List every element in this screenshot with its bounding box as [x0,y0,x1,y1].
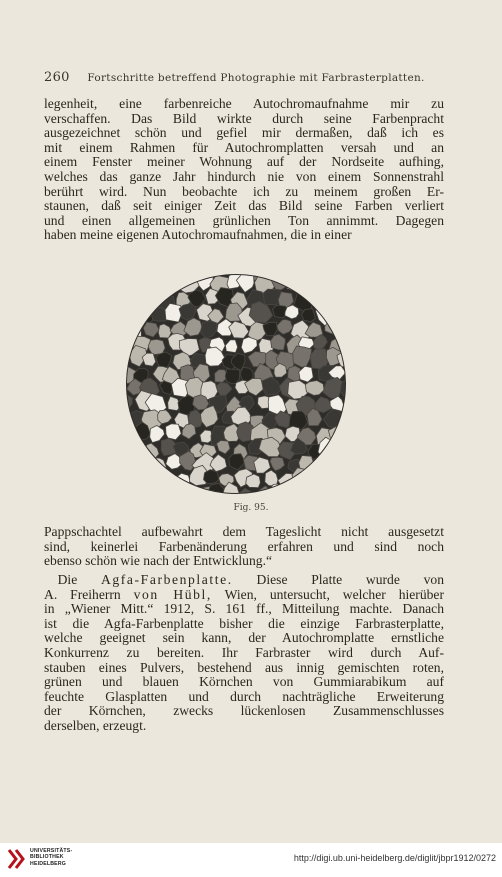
text-line: legenheit, eine farbenreiche Autochromaufnahme mir zu [44,96,444,111]
grain-cell [320,273,338,279]
text-line: stauben eines Pulvers, bestehend aus innig gemischten roten, [44,659,444,675]
grain-cell [285,305,299,319]
grain-cell [338,273,347,274]
grain-cell [165,303,182,322]
library-name [30,848,72,867]
heidelberg-library-logo-icon [6,848,26,870]
grain-cell [175,273,191,275]
text-line: der Körnchen, zwecks lückenlosen Zusammenschlusses [44,703,444,719]
text-line: derselben, erzeugt. [44,717,147,733]
text-line: Die Agfa-Farbenplatte. Diese Platte wurde von [57,572,444,587]
text-line: und einen allgemeinen grünlichen Ton annimmt. Dagegen [44,212,444,228]
grain-cell [225,369,240,384]
grain-cell [204,470,220,484]
text-line: einem Fenster meiner Wohnung auf der Nordseite aufhing, [44,154,444,170]
text-line: Pappschachtel aufbewahrt dem Tageslicht nicht ausgesetzt [44,524,444,539]
grain-cell [149,490,166,495]
grain-cell [287,277,304,292]
page-number: 260 [44,70,70,85]
grain-cell [125,322,130,337]
grain-cell [125,275,135,289]
autochrome-grain-micrograph [125,273,347,495]
text-line: haben meine eigenen Autochromaufnahmen, die in einer [44,227,352,243]
paragraph-1 [44,97,444,243]
text-line: berührt wird. Nun beobachte ich zu meinem großen Er- [44,183,444,199]
grain-cell [126,273,145,277]
grain-cell [125,413,131,427]
text-line: grünen und blauen Körnchen von Gummiarabikum auf [44,674,444,690]
text-line: Konkurrenz zu bereiten. Ihr Farbraster wird durch Auf- [44,644,444,660]
grain-cell [166,488,179,495]
grain-cell [138,276,152,291]
grain-cell [160,273,174,275]
text-line: verschaffen. Das Bild wirkte durch seine Farbenpracht [44,110,444,126]
grain-cell [135,453,151,469]
grain-cell [139,490,153,495]
grain-cell [330,310,344,323]
grain-cell [325,472,343,489]
grain-cell [125,305,138,320]
grain-cell [307,289,321,303]
text-line: staunen, daß seit einiger Zeit das Bild seine Farben verliert [44,198,444,214]
grain-cell [144,474,161,489]
grain-cell [125,468,131,488]
grain-cell [142,294,156,308]
grain-cell [129,471,143,486]
grain-cell [317,453,336,474]
grain-cell [303,273,324,277]
paragraph-2 [44,525,444,569]
grain-cell [176,486,193,495]
grain-cell [262,273,281,278]
text-line: feuchte Glasplatten und durch nachträgliche Erweiterung [44,688,444,704]
text-line: mit einem Rahmen für Autochromplatten versah und an [44,139,444,155]
grain-cell [149,277,172,296]
grain-cell [316,278,331,293]
grain-cell [330,455,346,469]
page-header [44,70,464,85]
grain-cell [125,454,137,474]
grain-cell [329,277,345,297]
text-line: ausgezeichnet schön und gefiel mir dermaßen, daß ich es [44,125,444,141]
grain-cell [125,292,133,309]
text-line: A. Freiherrn von Hübl, Wien, untersucht, welcher hierüber [44,586,444,602]
text-line: welche geeignet sein kann, der Autochromplatte ernstliche [44,630,444,646]
library-name-line: BIBLIOTHEK [30,854,64,861]
grain-cell [166,275,180,288]
running-title: Fortschritte betreffend Photographie mit Farbrasterplatten. [87,72,425,84]
grain-cell [127,290,146,308]
grain-cell [141,273,161,276]
grain-cell [330,489,343,495]
grain-cell [125,273,128,277]
grain-cell [324,294,341,309]
text-line: welches das ganze Jahr hindurch nie von einem Sonnenstrahl [44,168,444,184]
text-line: ist die Agfa-Farbenplatte bisher die einzige Farbrasterplatte, [44,615,444,631]
grain-cell [339,445,347,459]
grain-cell [186,273,203,278]
grain-cell [156,470,173,486]
grain-cell [125,437,142,458]
source-url-link[interactable]: http://digi.ub.uni-heidelberg.de/diglit/jbpr1912/0272 [293,853,496,863]
grain-cell [301,489,316,495]
grain-cell [299,274,314,289]
text-line: ebenso schön wie nach der Entwicklung.“ [44,553,273,569]
grain-cell [336,469,347,485]
grain-cell [308,469,327,487]
grain-cell [290,273,307,275]
grain-cell [277,273,294,274]
paragraph-3 [44,573,444,734]
grain-cell [316,487,333,496]
library-name-line: UNIVERSITÄTS- [30,848,73,854]
grain-cell [125,487,136,495]
grain-cell [125,440,130,455]
grain-cell [125,351,128,364]
grain-cell [339,320,348,338]
text-line: sind, keinerlei Farbenänderung erfahren und sind noch [44,538,444,554]
text-line: in „Wiener Mitt.“ 1912, S. 161 ff., Mitteilung machte. Danach [44,601,444,617]
figure-caption: Fig. 95. [233,503,269,513]
grain-cell [338,292,347,311]
library-name-line: HEIDELBERG [30,860,67,867]
grain-cell [283,482,300,495]
